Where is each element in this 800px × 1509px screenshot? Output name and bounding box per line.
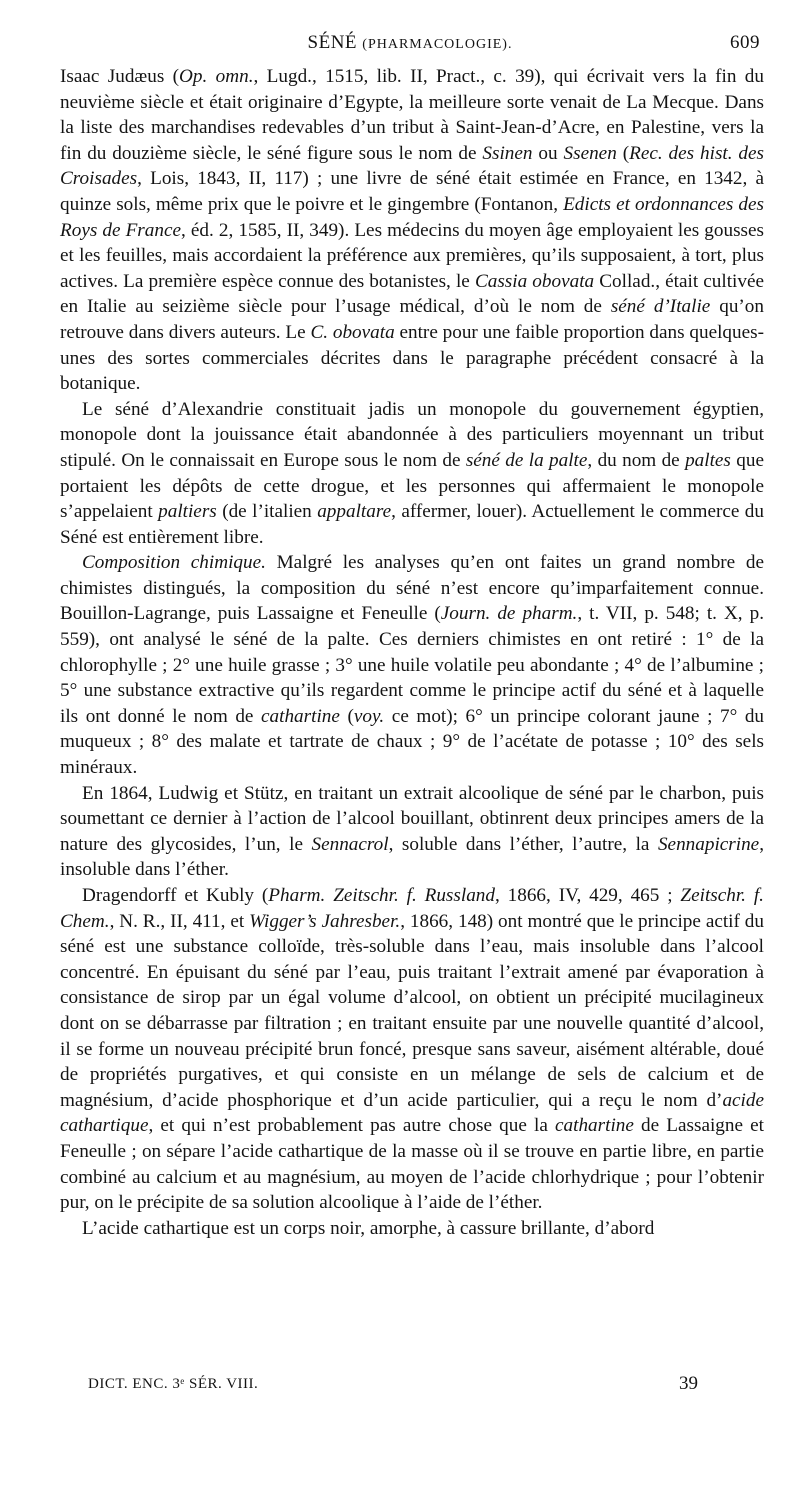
paragraph-cathartic-acid: L’acide cathartique est un corps noir, amorphe, à cassure brillante, d’abord bbox=[82, 1217, 655, 1239]
italic-run: Composition chimique. bbox=[82, 552, 266, 574]
running-title-main: SÉNÉ bbox=[307, 32, 358, 53]
paragraph-dragendorff-kubly: Dragendorff et Kubly (Pharm. Zeitschr. f. Russland, 1866, IV, 429, 465 ; Zeitschr. f. Chem., N. R., II, 411, et Wigger’s Jahresber., 1866, 148) ont montré que le principe actif du séné est une substance colloïde, très-soluble dans l’eau, mais insoluble dans l’alcool concentré. En épuisant du séné par l’eau, puis traitant l’extrait amené par évaporation à consistance de sirop par un égal volume d’alcool, on obtient un précipité mucilagineux dont on se débarrasse par filtration ; en traitant ensuite par une nouvelle quantité d’alcool, il se forme un nouveau précipité brun foncé, presque sans saveur, aisément altérable, doué de propriétés purgatives, et qui consiste en un mélange de sels de calcium et de magnésium, d’acide phosphorique et d’un acide particulier, qui a reçu le nom d’acide cathartique, et qui n’est probablement pas autre chose que la cathartine de Lassaigne et Feneulle ; on sépare l’acide cathartique de la masse où il se trouve en partie libre, en partie combiné au calcium et au magnésium, au moyen de l’acide chlorhydrique ; pour l’obtenir pur, on le précipite de sa solution alcoolique à l’aide de l’éther. bbox=[60, 885, 764, 1214]
italic-run: Edicts et ordonnances des Roys de France bbox=[60, 193, 764, 241]
italic-run: Cassia obovata bbox=[474, 270, 595, 292]
italic-run: cathartine bbox=[261, 705, 340, 727]
signature-mark: DICT. ENC. 3ᵉ SÉR. VIII. bbox=[88, 1376, 259, 1392]
italic-run: C. obovata bbox=[310, 321, 395, 343]
paragraph-history-continued: Isaac Judæus (Op. omn., Lugd., 1515, lib. II, Pract., c. 39), qui écrivait vers la fin du neuvième siècle et était originaire d’Egypte, la meilleure sorte venait de La Mecque. Dans la liste des marchandises redevables d’un tribut à Saint-Jean-d’Acre, en Palestine, vers la fin du douzième siècle, le séné figure sous le nom de Ssinen ou Ssenen (Rec. des hist. des Croisades, Lois, 1843, II, 117) ; une livre de séné était estimée en France, en 1342, à quinze sols, même prix que le poivre et le gingembre (Fontanon, Edicts et ordonnances des Roys de France, éd. 2, 1585, II, 349). Les médecins du moyen âge employaient les gousses et les feuilles, mais accordaient la préférence aux premières, qu’ils supposaient, à tort, plus actives. La première espèce connue des botanistes, le Cassia obovata Collad., était cultivée en Italie au seizième siècle pour l’usage médical, d’où le nom de séné d’Italie qu’on retrouve dans divers auteurs. Le C. obovata entre pour une faible proportion dans quelques-unes des sortes commerciales décrites dans le paragraphe précédent consacré à la botanique. bbox=[60, 66, 765, 395]
paragraph-ludwig-stutz: En 1864, Ludwig et Stütz, en traitant un extrait alcoolique de séné par le charbon, puis soumettant ce dernier à l’action de l’alcool bouillant, obtinrent deux principes amers de la nature des glycosides, l’un, le Sennacrol, soluble dans l’éther, l’autre, la Sennapicrine, insoluble dans l’éther. bbox=[60, 782, 764, 881]
italic-run: cathartine bbox=[555, 1115, 634, 1137]
italic-run: appaltare bbox=[317, 501, 392, 523]
italic-run: paltiers bbox=[158, 501, 217, 523]
italic-run: Ssenen bbox=[563, 142, 617, 164]
italic-run: acide cathartique bbox=[60, 1089, 764, 1137]
italic-run: Wigger’s Jahresber. bbox=[249, 910, 401, 932]
italic-run: Ssinen bbox=[482, 142, 533, 164]
italic-run: Rec. des hist. des Croisades bbox=[60, 142, 765, 190]
running-header bbox=[60, 32, 760, 62]
page-number: 609 bbox=[730, 32, 760, 53]
italic-run: Op. omn. bbox=[179, 66, 254, 87]
running-title-sub: (PHARMACOLOGIE). bbox=[362, 37, 513, 52]
paragraph-chemical-composition: Composition chimique. Malgré les analyses qu’en ont faites un grand nombre de chimistes distingués, la composition du séné n’est encore qu’imparfaitement connue. Bouillon-Lagrange, puis Lassaigne et Feneulle (Journ. de pharm., t. VII, p. 548; t. X, p. 559), ont analysé le séné de la palte. Ces derniers chimistes en ont retiré : 1° de la chlorophylle ; 2° une huile grasse ; 3° une huile volatile peu abondante ; 4° de l’albumine ; 5° une substance extractive qu’ils regardent comme le principe actif du séné et à laquelle ils ont donné le nom de cathartine (voy. ce mot); 6° un principe colorant jaune ; 7° du muqueux ; 8° des malate et tartrate de chaux ; 9° de l’acétate de potasse ; 10° des sels minéraux. bbox=[60, 552, 765, 779]
italic-run: Zeitschr. f. Chem. bbox=[60, 885, 764, 932]
page-footer bbox=[88, 1373, 698, 1402]
italic-run: séné d’Italie bbox=[610, 296, 711, 318]
running-title bbox=[60, 32, 760, 54]
italic-run: voy. bbox=[353, 705, 385, 727]
article-body bbox=[60, 64, 764, 1241]
italic-run: Sennacrol bbox=[311, 833, 389, 855]
sheet-number: 39 bbox=[679, 1373, 698, 1394]
italic-run: séné de la palte bbox=[465, 449, 588, 471]
paragraph-alexandria-monopoly: Le séné d’Alexandrie constituait jadis un monopole du gouvernement égyptien, monopole dont la jouissance était abandonnée à des particuliers moyennant un tribut stipulé. On le connaissait en Europe sous le nom de séné de la palte, du nom de paltes que portaient les dépôts de cette drogue, et les personnes qui affermaient le monopole s’appelaient paltiers (de l’italien appaltare, affermer, louer). Actuellement le commerce du Séné est entièrement libre. bbox=[60, 398, 764, 548]
italic-run: Pharm. Zeitschr. f. Russland bbox=[268, 885, 495, 906]
italic-run: Sennapicrine bbox=[657, 833, 760, 855]
italic-run: Journ. de pharm. bbox=[440, 603, 578, 625]
italic-run: paltes bbox=[685, 449, 731, 471]
